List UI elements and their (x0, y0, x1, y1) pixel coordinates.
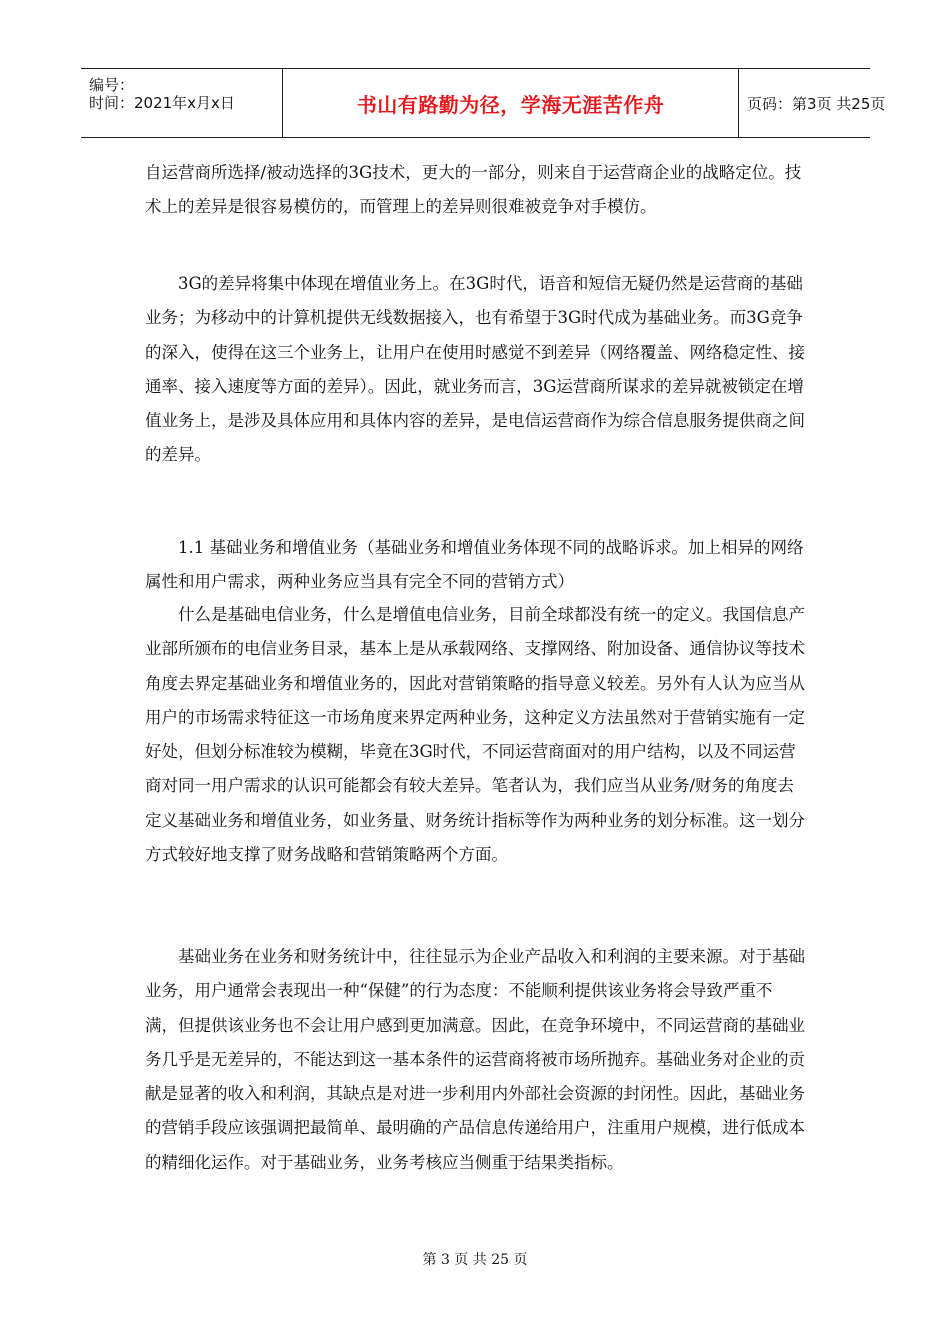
header-motto-cell (282, 69, 739, 137)
paragraph-continuation: 自运营商所选择/被动选择的3G技术，更大的一部分，则来自于运营商企业的战略定位。技术上的差异是很容易模仿的，而管理上的差异则很难被竞争对手模仿。 (145, 163, 802, 217)
header-page-cell (738, 69, 886, 137)
header-motto: 书山有路勤为径，学海无涯苦作舟 (356, 93, 665, 117)
paragraph-3g-difference: 3G的差异将集中体现在增值业务上。在3G时代，语音和短信无疑仍然是运营商的基础业务；为移动中的计算机提供无线数据接入，也有希望于3G时代成为基础业务。而3G竞争的深入，使得在这三个业务上，让用户在使用时感觉不到差异（网络覆盖、网络稳定性、接通率、接入速度等方面的差异）。因此，就业务而言，3G运营商所谋求的差异就被锁定在增值业务上，是涉及具体应用和具体内容的差异，是电信运营商作为综合信息服务提供商之间的差异。 (145, 274, 805, 465)
header-table (81, 68, 886, 138)
paragraph-definition: 什么是基础电信业务，什么是增值电信业务，目前全球都没有统一的定义。我国信息产业部所颁布的电信业务目录，基本上是从承载网络、支撑网络、附加设备、通信协议等技术角度去界定基础业务和增值业务的，因此对营销策略的指导意义较差。另外有人认为应当从用户的市场需求特征这一市场角度来界定两种业务，这种定义方法虽然对于营销实施有一定好处，但划分标准较为模糊，毕竟在3G时代，不同运营商面对的用户结构，以及不同运营商对同一用户需求的认识可能都会有较大差异。笔者认为，我们应当从业务/财务的角度去定义基础业务和增值业务，如业务量、财务统计指标等作为两种业务的划分标准。这一划分方式较好地支撑了财务战略和营销策略两个方面。 (145, 605, 805, 865)
section-heading-1-1: 1.1 基础业务和增值业务（基础业务和增值业务体现不同的战略诉求。加上相异的网络属性和用户需求，两种业务应当具有完全不同的营销方式） (145, 538, 804, 592)
page-footer: 第 3 页 共 25 页 (422, 1252, 528, 1268)
header-page-label: 页码：第3页 共25页 (747, 95, 886, 113)
document-number-label: 编号： (89, 76, 135, 94)
paragraph-basic-service: 基础业务在业务和财务统计中，往往显示为企业产品收入和利润的主要来源。对于基础业务，用户通常会表现出一种“保健”的行为态度：不能顺利提供该业务将会导致严重不满，但提供该业务也不会让用户感到更加满意。因此，在竞争环境中，不同运营商的基础业务几乎是无差异的，不能达到这一基本条件的运营商将被市场所抛弃。基础业务对企业的贡献是显著的收入和利润，其缺点是对进一步利用内外部社会资源的封闭性。因此，基础业务的营销手段应该强调把最简单、最明确的产品信息传递给用户，注重用户规模，进行低成本的精细化运作。对于基础业务，业务考核应当侧重于结果类指标。 (145, 947, 805, 1172)
header-info-cell (81, 69, 282, 137)
document-date-label: 时间：2021年x月x日 (89, 94, 235, 112)
